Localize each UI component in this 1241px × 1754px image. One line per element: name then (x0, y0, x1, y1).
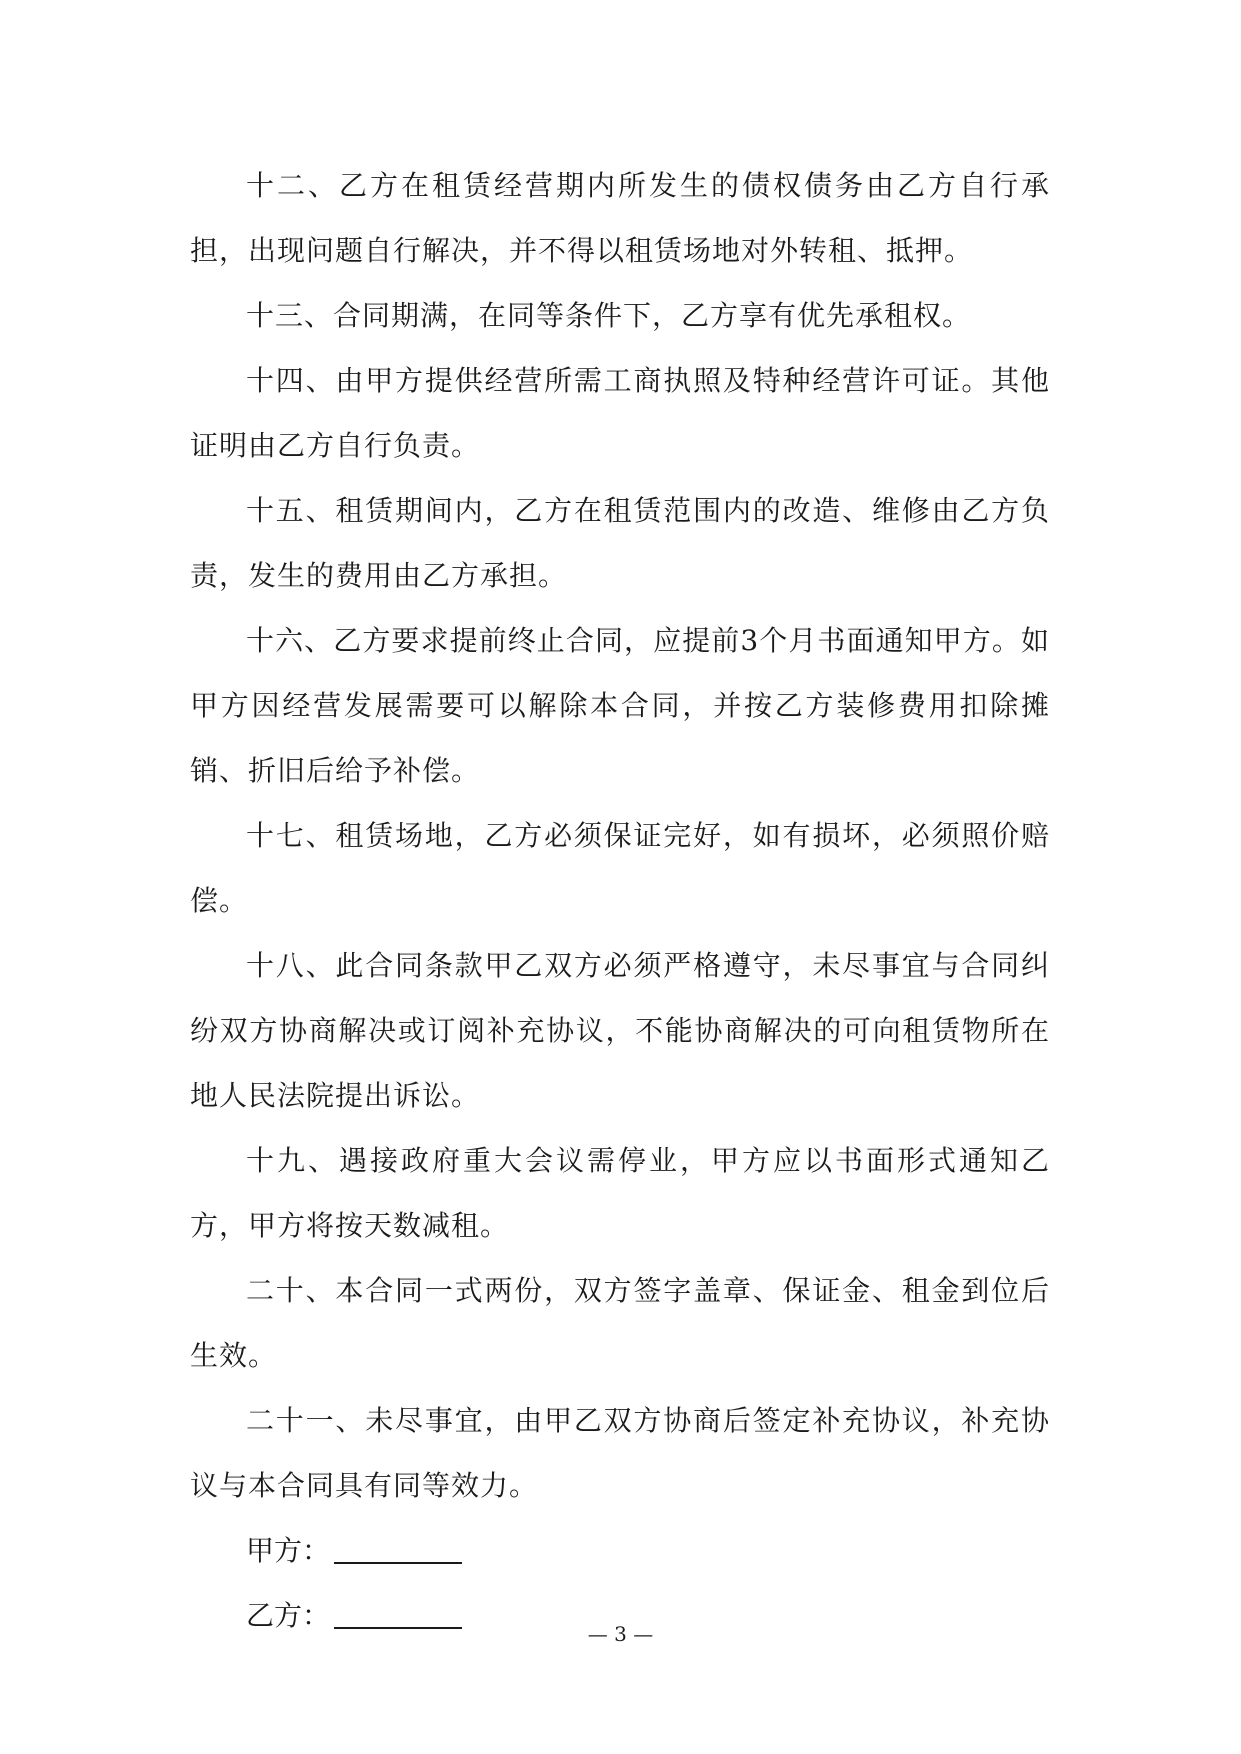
party-b-label: 乙方： (246, 1599, 331, 1632)
clause-14: 十四、由甲方提供经营所需工商执照及特种经营许可证。其他证明由乙方自行负责。 (190, 364, 1050, 462)
party-a-signature-line (190, 1518, 1050, 1583)
clause-16: 十六、乙方要求提前终止合同，应提前3个月书面通知甲方。如甲方因经营发展需要可以解除本合同，并按乙方装修费用扣除摊销、折旧后给予补偿。 (190, 624, 1050, 787)
clause-15: 十五、租赁期间内，乙方在租赁范围内的改造、维修由乙方负责，发生的费用由乙方承担。 (190, 494, 1050, 592)
party-a-label: 甲方： (246, 1534, 331, 1567)
clause-12: 十二、乙方在租赁经营期内所发生的债权债务由乙方自行承担，出现问题自行解决，并不得以租赁场地对外转租、抵押。 (190, 169, 1050, 267)
page-number: — 3 — (587, 1622, 654, 1646)
clause-18: 十八、此合同条款甲乙双方必须严格遵守，未尽事宜与合同纠纷双方协商解决或订阅补充协议，不能协商解决的可向租赁物所在地人民法院提出诉讼。 (190, 949, 1050, 1112)
document-body (190, 153, 1050, 1648)
clause-20: 二十、本合同一式两份，双方签字盖章、保证金、租金到位后生效。 (190, 1274, 1050, 1372)
clause-17: 十七、租赁场地，乙方必须保证完好，如有损坏，必须照价赔偿。 (190, 819, 1050, 917)
party-a-blank (334, 1534, 462, 1564)
clause-21: 二十一、未尽事宜，由甲乙双方协商后签定补充协议，补充协议与本合同具有同等效力。 (190, 1404, 1050, 1502)
clause-19: 十九、遇接政府重大会议需停业，甲方应以书面形式通知乙方，甲方将按天数减租。 (190, 1144, 1050, 1242)
clause-13: 十三、合同期满，在同等条件下，乙方享有优先承租权。 (246, 299, 972, 332)
